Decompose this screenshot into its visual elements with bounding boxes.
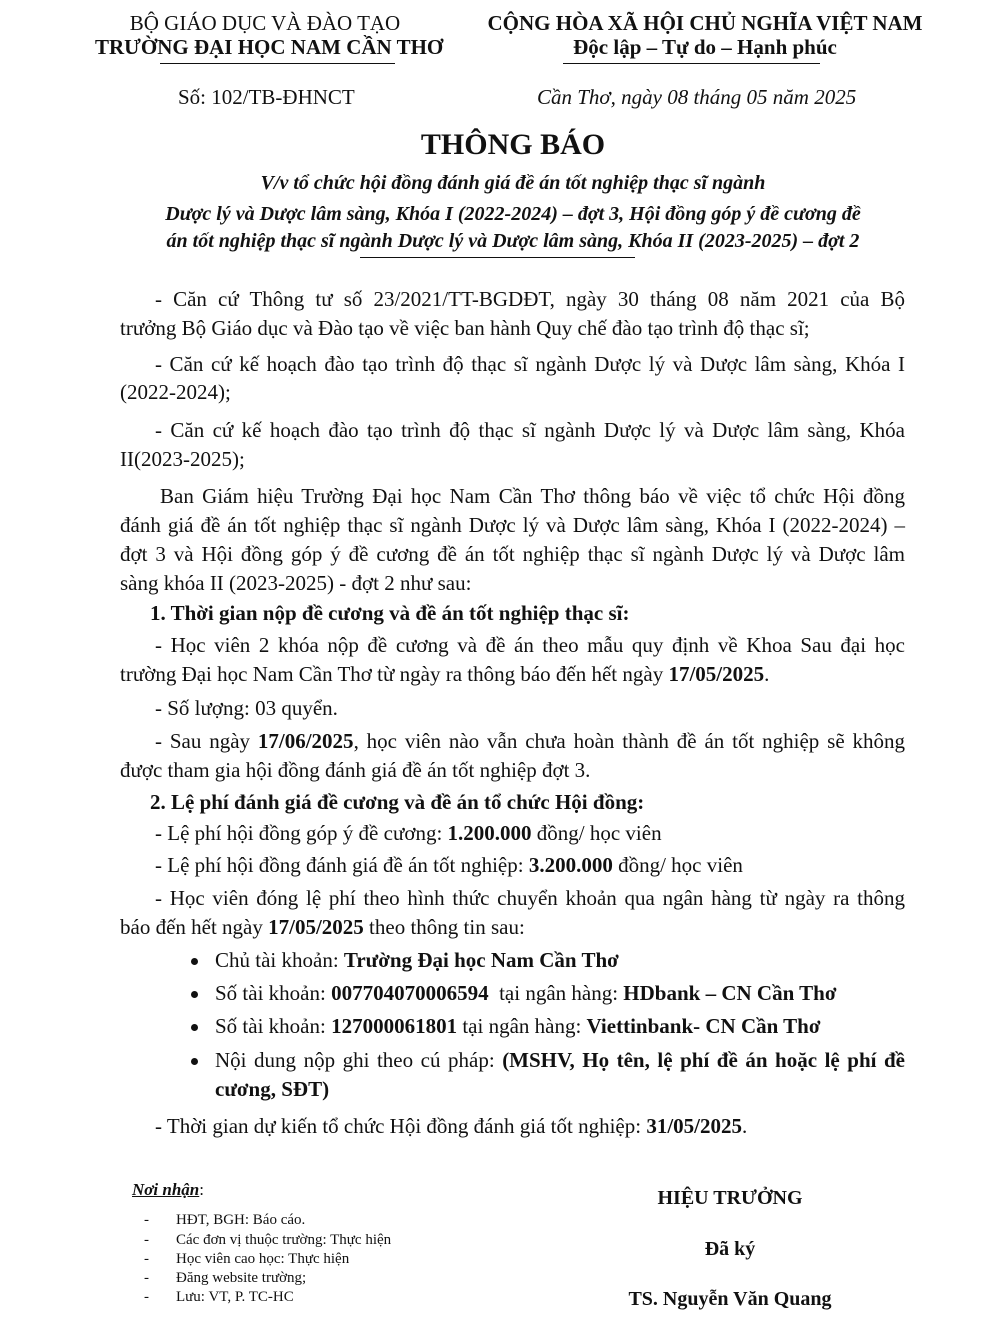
signer-position: HIỆU TRƯỞNG [657,1187,803,1209]
fee-review-outline: - Lệ phí hội đồng góp ý đề cương: 1.200.000 đồng/ học viên [155,821,662,845]
recipient-item: - Học viên cao học: Thực hiện [144,1251,350,1267]
fee-evaluation-amount: 3.200.000 [528,853,613,877]
recipient-item: - Các đơn vị thuộc trường: Thực hiện [144,1232,392,1248]
recipients-label: Nơi nhận: [132,1180,204,1199]
fee-review-amount: 1.200.000 [447,821,532,845]
basis-2-line-1: - Căn cứ kế hoạch đào tạo trình độ thạc sĩ ngành Dược lý và Dược lâm sàng, Khóa I [155,352,905,376]
fee-evaluation-thesis: - Lệ phí hội đồng đánh giá đề án tốt nghiệp: 3.200.000 đồng/ học viên [155,853,743,877]
council-schedule: - Thời gian dự kiến tổ chức Hội đồng đánh giá tốt nghiệp: 31/05/2025. [155,1114,748,1138]
payment-deadline: 17/05/2025 [268,915,364,939]
recipient-item: - HĐT, BGH: Báo cáo. [144,1212,306,1228]
final-deadline: 17/06/2025 [257,729,354,753]
country-name: CỘNG HÒA XÃ HỘI CHỦ NGHĨA VIỆT NAM [487,11,923,35]
basis-2-line-2: (2022-2024); [120,380,231,404]
recipient-item: - Đăng website trường; [144,1270,307,1286]
intro-line-4: sàng khóa II (2023-2025) - đợt 2 như sau: [120,571,472,595]
subject-line-3: án tốt nghiệp thạc sĩ ngành Dược lý và Dược lâm sàng, Khóa II (2023-2025) – đợt 2 [166,230,860,252]
bank-account-viettinbank: Số tài khoản: 127000061801 tại ngân hàng: Viettinbank- CN Cần Thơ [215,1014,821,1038]
recipient-item: - Lưu: VT, P. TC-HC [144,1289,294,1305]
basis-1-line-1: - Căn cứ Thông tư số 23/2021/TT-BGDĐT, ngày 30 tháng 08 năm 2021 của Bộ [155,287,905,311]
submission-deadline: 17/05/2025 [668,662,765,686]
payment-line-2: báo đến hết ngày 17/05/2025 theo thông tin sau: [120,915,525,939]
intro-line-3: đợt 3 và Hội đồng góp ý đề cương đề án tốt nghiệp thạc sĩ ngành Dược lý và Dược lâm [120,542,905,566]
basis-3-line-1: - Căn cứ kế hoạch đào tạo trình độ thạc sĩ ngành Dược lý và Dược lâm sàng, Khóa [155,418,905,442]
section-1-item-1-line-2: trường Đại học Nam Cần Thơ từ ngày ra thông báo đến hết ngày 17/05/2025. [120,662,770,686]
section-1-heading: 1. Thời gian nộp đề cương và đề án tốt nghiệp thạc sĩ: [150,601,630,625]
signed-status: Đã ký [704,1238,756,1260]
council-date: 31/05/2025 [646,1114,742,1138]
bullet-icon [191,991,198,998]
basis-1-line-2: trưởng Bộ Giáo dục và Đào tạo về việc ban hành Quy chế đào tạo trình độ thạc sĩ; [120,316,810,340]
document-number: Số: 102/TB-ĐHNCT [178,85,355,109]
motto: Độc lập – Tự do – Hạnh phúc [573,35,837,59]
section-1-item-1-line-1: - Học viên 2 khóa nộp đề cương và đề án theo mẫu quy định về Khoa Sau đại học [155,633,905,657]
section-1-item-3-line-2: được tham gia hội đồng đánh giá đề án tốt nghiệp đợt 3. [120,758,591,782]
payment-content-line-2: cương, SĐT) [215,1077,330,1101]
bullet-icon [191,1058,198,1065]
section-1-item-3-line-1: - Sau ngày 17/06/2025, học viên nào vẫn chưa hoàn thành đề án tốt nghiệp sẽ không [155,729,905,753]
intro-line-1: Ban Giám hiệu Trường Đại học Nam Cần Thơ thông báo về việc tổ chức Hội đồng [160,484,905,508]
bullet-icon [191,958,198,965]
section-1-item-2: - Số lượng: 03 quyển. [155,696,338,720]
subject-line-1: V/v tổ chức hội đồng đánh giá đề án tốt nghiệp thạc sĩ ngành [260,172,766,194]
document-title: THÔNG BÁO [420,128,606,161]
payment-content-line-1: Nội dung nộp ghi theo cú pháp: (MSHV, Họ tên, lệ phí đề án hoặc lệ phí đề [215,1048,905,1072]
intro-line-2: đánh giá đề án tốt nghiệp thạc sĩ ngành Dược lý và Dược lâm sàng, Khóa I (2022-2024) – [120,513,905,537]
ministry-name: BỘ GIÁO DỤC VÀ ĐÀO TẠO [129,11,401,35]
bullet-icon [191,1024,198,1031]
place-date: Cần Thơ, ngày 08 tháng 05 năm 2025 [537,85,857,109]
motto-underline [563,63,820,64]
university-name: TRƯỜNG ĐẠI HỌC NAM CẦN THƠ [95,35,444,59]
section-2-heading: 2. Lệ phí đánh giá đề cương và đề án tổ chức Hội đồng: [150,790,645,814]
subject-line-2: Dược lý và Dược lâm sàng, Khóa I (2022-2024) – đợt 3, Hội đồng góp ý đề cương đề [165,203,861,225]
university-underline [160,63,395,64]
bank-account-holder: Chủ tài khoản: Trường Đại học Nam Cần Thơ [215,948,619,972]
bank-account-hdbank: Số tài khoản: 007704070006594 tại ngân hàng: HDbank – CN Cần Thơ [215,981,837,1005]
subject-underline [360,257,635,258]
payment-line-1: - Học viên đóng lệ phí theo hình thức chuyển khoản qua ngân hàng từ ngày ra thông [155,886,905,910]
basis-3-line-2: II(2023-2025); [120,447,245,471]
signer-name: TS. Nguyễn Văn Quang [628,1288,832,1310]
